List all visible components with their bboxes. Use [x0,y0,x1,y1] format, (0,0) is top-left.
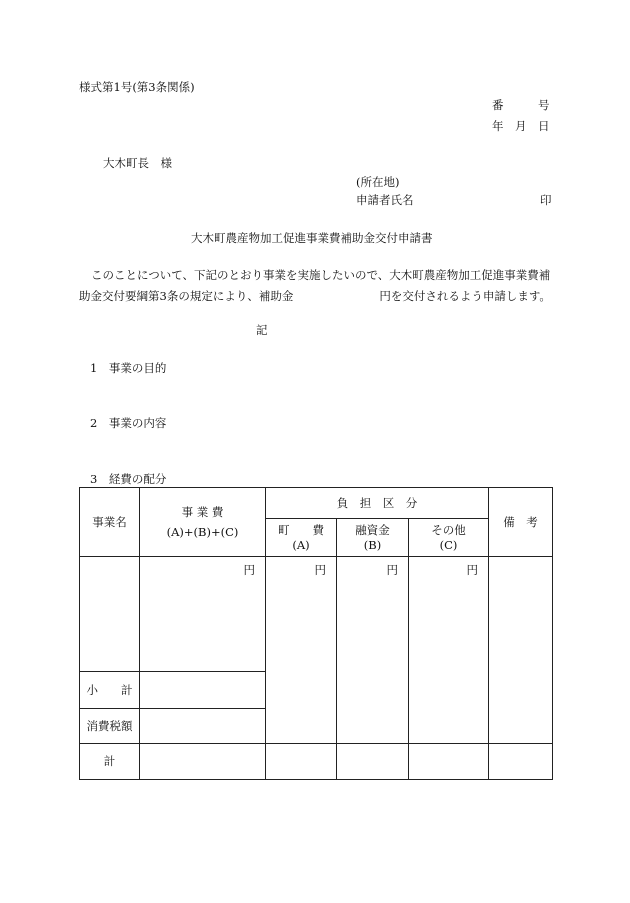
total-town-cell[interactable] [266,744,337,780]
tax-cost-cell[interactable] [140,709,266,744]
address-label: (所在地) [356,175,400,189]
application-body-text: このことについて、下記のとおり事業を実施したいので、大木町農産物加工促進事業費補助金交付要綱第3条の規定により、補助金 [79,268,551,303]
remarks-cell[interactable] [489,557,553,744]
header-project-cost [140,488,266,557]
form-number-label: 様式第1号(第3条関係) [79,80,195,94]
header-loan [337,519,409,557]
total-remarks-cell[interactable] [489,744,553,780]
applicant-name-label: 申請者氏名 [356,193,414,207]
expense-allocation-table [79,487,553,780]
town-cost-cell[interactable]: 円 [266,557,337,744]
addressee: 大木町長 様 [103,156,172,170]
item-number: 2 [90,416,98,430]
project-name-cell[interactable] [80,557,140,672]
item-number: 1 [90,361,98,375]
total-other-cell[interactable] [409,744,489,780]
header-project-cost-label: 事 業 費 [181,504,224,519]
total-label: 計 [80,744,140,780]
header-other [409,519,489,557]
seal-label: 印 [540,193,552,207]
header-other-code: (C) [439,537,458,552]
application-body-text-end: 円を交付されるよう申請します。 [379,289,551,303]
item-3 [90,472,166,486]
item-label: 経費の配分 [108,472,167,486]
header-other-label: その他 [431,522,466,537]
document-title: 大木町農産物加工促進事業費補助金交付申請書 [191,231,433,245]
header-town-cost-label: 町 費 [278,522,324,537]
total-loan-cell[interactable] [337,744,409,780]
header-remarks: 備 考 [489,488,553,557]
header-loan-code: (B) [363,537,382,552]
other-cell[interactable]: 円 [409,557,489,744]
date-label: 年 月 日 [492,119,550,133]
subtotal-cost-cell[interactable] [140,672,266,709]
header-project-cost-formula: (A)+(B)+(C) [166,524,239,539]
tax-label: 消費税額 [80,709,140,744]
item-label: 事業の目的 [108,361,167,375]
loan-cell[interactable]: 円 [337,557,409,744]
item-2 [90,416,166,430]
item-number: 3 [90,472,98,486]
item-label: 事業の内容 [108,416,167,430]
header-burden-category: 負 担 区 分 [266,488,489,519]
total-cost-cell[interactable] [140,744,266,780]
subtotal-label: 小 計 [80,672,140,709]
header-town-cost-code: (A) [292,537,310,552]
project-cost-cell[interactable]: 円 [140,557,266,672]
header-town-cost [266,519,337,557]
header-loan-label: 融資金 [355,522,390,537]
document-number-label: 番 号 [492,98,550,112]
ki-label: 記 [256,323,268,337]
header-project-name: 事業名 [80,488,140,557]
application-body [79,265,559,307]
item-1 [90,361,166,375]
